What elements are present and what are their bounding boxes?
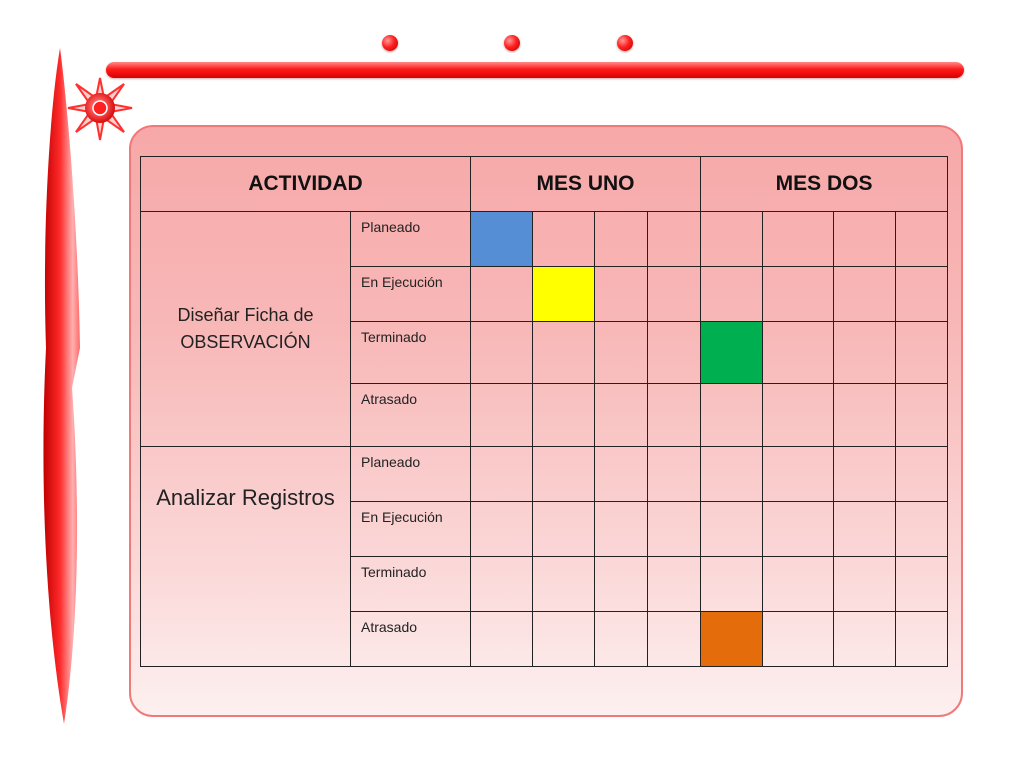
week-cell [595,322,648,384]
week-cell [648,384,701,447]
status-en-ejecucion: En Ejecución [351,267,471,322]
week-cell [834,267,896,322]
week-cell [595,212,648,267]
week-cell [471,384,533,447]
week-cell [533,557,595,612]
activity-analizar-registros: Analizar Registros [141,447,351,667]
week-cell [896,612,948,667]
status-terminado: Terminado [351,557,471,612]
week-cell [763,557,834,612]
week-cell [763,212,834,267]
week-cell [648,502,701,557]
week-cell [595,384,648,447]
header-mes-dos: MES DOS [701,157,948,212]
week-cell [834,384,896,447]
week-cell [701,502,763,557]
decorative-dot-1 [382,35,398,51]
week-cell [595,447,648,502]
week-cell [701,384,763,447]
status-atrasado: Atrasado [351,612,471,667]
week-cell [533,212,595,267]
status-terminado: Terminado [351,322,471,384]
week-cell [896,557,948,612]
week-cell [834,502,896,557]
top-decorative-bar [106,62,964,78]
week-cell [471,502,533,557]
week-cell [896,384,948,447]
week-cell [763,502,834,557]
week-cell [896,502,948,557]
week-cell [648,322,701,384]
week-cell [533,502,595,557]
week-cell [533,322,595,384]
week-cell [701,447,763,502]
status-planeado: Planeado [351,447,471,502]
table-row [141,212,948,267]
header-mes-uno: MES UNO [471,157,701,212]
decorative-dot-2 [504,35,520,51]
header-actividad: ACTIVIDAD [141,157,471,212]
week-cell [701,212,763,267]
week-cell [595,502,648,557]
week-cell [471,447,533,502]
week-cell-delayed [701,612,763,667]
week-cell [701,267,763,322]
week-cell [763,447,834,502]
week-cell [533,612,595,667]
week-cell [533,447,595,502]
left-decorative-bar [38,48,88,724]
week-cell [834,212,896,267]
week-cell-in-progress [533,267,595,322]
activity-disenar-ficha [141,212,351,447]
week-cell-finished [701,322,763,384]
status-atrasado: Atrasado [351,384,471,447]
week-cell [595,557,648,612]
week-cell [648,557,701,612]
week-cell [834,447,896,502]
week-cell [701,557,763,612]
week-cell [763,612,834,667]
table-row [141,447,948,502]
week-cell [896,212,948,267]
week-cell [896,322,948,384]
week-cell [763,384,834,447]
week-cell [834,557,896,612]
week-cell [471,322,533,384]
week-cell [648,267,701,322]
week-cell [763,267,834,322]
week-cell [471,612,533,667]
week-cell [533,384,595,447]
week-cell [471,267,533,322]
week-cell [595,612,648,667]
week-cell [896,447,948,502]
week-cell [595,267,648,322]
starburst-icon [66,74,134,142]
week-cell-planned [471,212,533,267]
status-planeado: Planeado [351,212,471,267]
week-cell [648,212,701,267]
week-cell [834,612,896,667]
activity-name-line2: OBSERVACIÓN [180,332,311,352]
week-cell [763,322,834,384]
week-cell [834,322,896,384]
activity-schedule-table [140,156,948,667]
week-cell [648,447,701,502]
week-cell [648,612,701,667]
activity-name-line1: Diseñar Ficha de [177,305,314,325]
decorative-dot-3 [617,35,633,51]
table-header-row [141,157,948,212]
week-cell [896,267,948,322]
week-cell [471,557,533,612]
status-en-ejecucion: En Ejecución [351,502,471,557]
